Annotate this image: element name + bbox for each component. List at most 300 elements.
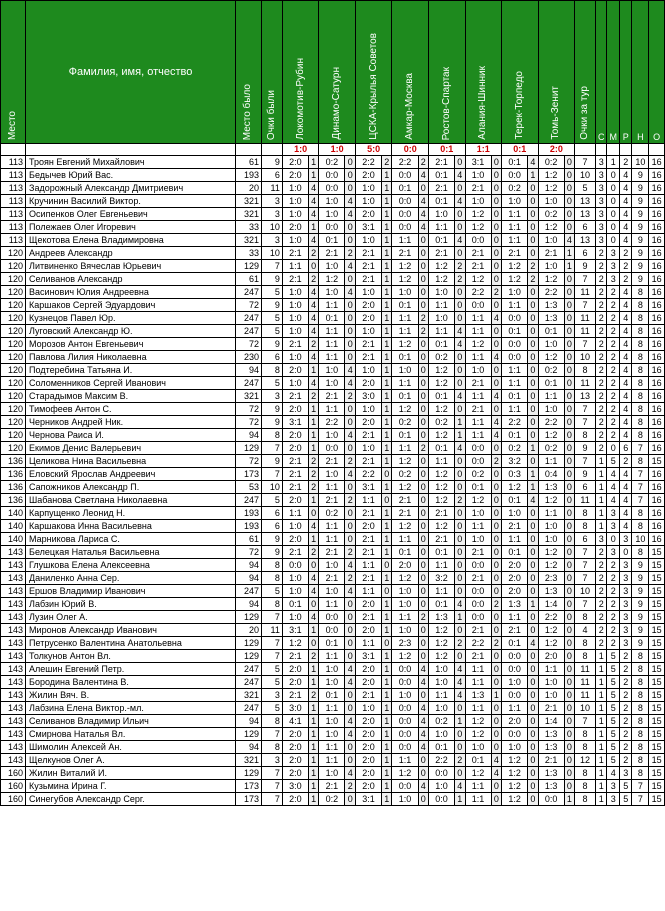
cell-forecast: 2:0 xyxy=(355,598,381,611)
cell-forecast-points: 0 xyxy=(455,728,465,741)
header-s: С xyxy=(595,1,606,144)
cell-forecast: 2:1 xyxy=(355,351,381,364)
cell-forecast-points: 0 xyxy=(455,507,465,520)
cell-forecast-points: 0 xyxy=(418,533,428,546)
cell-stat: 15 xyxy=(649,676,665,689)
cell-stat: 16 xyxy=(649,364,665,377)
cell-forecast-points: 0 xyxy=(564,403,574,416)
cell-forecast-points: 1 xyxy=(308,221,318,234)
cell-forecast-points: 4 xyxy=(345,767,355,780)
cell-forecast: 1:1 xyxy=(428,689,454,702)
cell-forecast-points: 2 xyxy=(455,260,465,273)
cell-forecast-points: 0 xyxy=(491,741,501,754)
cell-stat: 9 xyxy=(632,598,649,611)
cell-stat: 3 xyxy=(619,559,632,572)
cell-forecast: 0:3 xyxy=(502,468,528,481)
cell-forecast: 2:1 xyxy=(392,507,418,520)
cell-stat: 1 xyxy=(595,650,606,663)
cell-place: 120 xyxy=(1,286,26,299)
cell-forecast-points: 1 xyxy=(308,676,318,689)
cell-forecast-points: 1 xyxy=(382,754,392,767)
cell-forecast: 1:3 xyxy=(538,780,564,793)
cell-stat: 7 xyxy=(575,156,596,169)
cell-place-before: 193 xyxy=(235,520,261,533)
cell-forecast: 0:2 xyxy=(319,793,345,806)
cell-stat: 2 xyxy=(619,247,632,260)
cell-forecast: 1:0 xyxy=(355,442,381,455)
cell-stat: 15 xyxy=(649,598,665,611)
cell-forecast: 1:1 xyxy=(502,221,528,234)
cell-forecast: 1:1 xyxy=(319,650,345,663)
cell-forecast-points: 0 xyxy=(418,793,428,806)
cell-place: 120 xyxy=(1,273,26,286)
cell-forecast-points: 0 xyxy=(418,689,428,702)
cell-forecast-points: 0 xyxy=(455,468,465,481)
cell-forecast: 1:1 xyxy=(538,455,564,468)
cell-name: Луговский Александр Ю. xyxy=(26,325,236,338)
cell-stat: 2 xyxy=(607,377,620,390)
cell-forecast: 0:1 xyxy=(465,481,491,494)
cell-stat: 9 xyxy=(632,624,649,637)
cell-forecast-points: 1 xyxy=(491,689,501,702)
cell-forecast-points: 1 xyxy=(455,793,465,806)
cell-name: Щелкунов Олег А. xyxy=(26,754,236,767)
cell-forecast: 2:0 xyxy=(538,650,564,663)
cell-forecast-points: 4 xyxy=(308,377,318,390)
cell-forecast-points: 1 xyxy=(382,689,392,702)
table-row xyxy=(1,195,665,208)
cell-forecast-points: 4 xyxy=(345,377,355,390)
cell-forecast: 1:0 xyxy=(428,208,454,221)
cell-forecast: 2:1 xyxy=(502,247,528,260)
cell-forecast: 1:2 xyxy=(538,624,564,637)
cell-stat: 5 xyxy=(619,793,632,806)
cell-name: Старадымов Максим В. xyxy=(26,390,236,403)
cell-stat: 2 xyxy=(607,611,620,624)
cell-forecast-points: 0 xyxy=(528,429,538,442)
cell-forecast: 0:1 xyxy=(392,429,418,442)
cell-forecast: 0:0 xyxy=(428,793,454,806)
cell-forecast-points: 0 xyxy=(564,390,574,403)
cell-forecast: 1:4 xyxy=(538,715,564,728)
cell-forecast: 1:2 xyxy=(428,650,454,663)
cell-forecast: 0:1 xyxy=(392,299,418,312)
cell-forecast-points: 1 xyxy=(382,481,392,494)
cell-forecast-points: 0 xyxy=(528,689,538,702)
cell-forecast-points: 0 xyxy=(418,273,428,286)
cell-stat: 8 xyxy=(632,416,649,429)
cell-stat: 2 xyxy=(595,442,606,455)
cell-place: 120 xyxy=(1,442,26,455)
cell-forecast-points: 0 xyxy=(528,299,538,312)
cell-forecast-points: 0 xyxy=(491,299,501,312)
cell-stat: 2 xyxy=(619,689,632,702)
cell-forecast-points: 0 xyxy=(564,156,574,169)
cell-forecast: 2:1 xyxy=(465,650,491,663)
cell-points-before: 5 xyxy=(261,663,282,676)
cell-stat: 8 xyxy=(575,728,596,741)
cell-forecast-points: 0 xyxy=(528,624,538,637)
cell-forecast-points: 0 xyxy=(491,325,501,338)
cell-forecast: 1:0 xyxy=(319,663,345,676)
cell-stat: 8 xyxy=(632,546,649,559)
cell-place: 120 xyxy=(1,416,26,429)
cell-forecast: 0:0 xyxy=(392,676,418,689)
cell-name: Тимофеев Антон С. xyxy=(26,403,236,416)
cell-forecast-points: 0 xyxy=(564,728,574,741)
cell-forecast: 2:1 xyxy=(465,403,491,416)
cell-forecast-points: 0 xyxy=(528,572,538,585)
cell-forecast-points: 0 xyxy=(418,234,428,247)
cell-forecast: 1:2 xyxy=(502,780,528,793)
cell-forecast-points: 0 xyxy=(528,793,538,806)
cell-forecast-points: 0 xyxy=(308,507,318,520)
cell-points-before: 9 xyxy=(261,533,282,546)
cell-forecast-points: 4 xyxy=(308,182,318,195)
cell-place-before: 72 xyxy=(235,299,261,312)
cell-place: 140 xyxy=(1,520,26,533)
header-match-6: Алания-Шинник xyxy=(465,1,502,144)
cell-forecast-points: 0 xyxy=(455,208,465,221)
cell-forecast: 2:0 xyxy=(282,793,308,806)
cell-forecast: 1:2 xyxy=(465,728,491,741)
cell-forecast-points: 0 xyxy=(345,169,355,182)
table-row xyxy=(1,520,665,533)
cell-stat: 11 xyxy=(575,312,596,325)
cell-forecast-points: 0 xyxy=(418,455,428,468)
cell-forecast: 1:0 xyxy=(538,689,564,702)
cell-stat: 8 xyxy=(632,754,649,767)
cell-forecast-points: 0 xyxy=(491,715,501,728)
cell-forecast-points: 0 xyxy=(455,364,465,377)
cell-forecast-points: 0 xyxy=(418,650,428,663)
cell-forecast: 2:1 xyxy=(282,247,308,260)
cell-stat: 4 xyxy=(619,429,632,442)
cell-name: Петрусенко Валентина Анатольевна xyxy=(26,637,236,650)
cell-stat: 7 xyxy=(575,403,596,416)
cell-forecast-points: 4 xyxy=(528,637,538,650)
cell-forecast: 0:0 xyxy=(282,559,308,572)
cell-stat: 9 xyxy=(632,559,649,572)
cell-stat: 1 xyxy=(607,156,620,169)
cell-forecast: 1:0 xyxy=(282,585,308,598)
table-row xyxy=(1,260,665,273)
cell-stat: 7 xyxy=(575,715,596,728)
cell-forecast: 1:2 xyxy=(392,273,418,286)
cell-forecast-points: 4 xyxy=(345,559,355,572)
cell-forecast: 2:1 xyxy=(465,247,491,260)
table-row xyxy=(1,689,665,702)
cell-points-before: 9 xyxy=(261,273,282,286)
cell-stat: 1 xyxy=(595,663,606,676)
cell-forecast: 2:1 xyxy=(355,507,381,520)
cell-points-before: 8 xyxy=(261,429,282,442)
header-place: Место xyxy=(1,1,26,144)
cell-forecast-points: 0 xyxy=(564,338,574,351)
cell-forecast-points: 4 xyxy=(418,169,428,182)
cell-points-before: 9 xyxy=(261,416,282,429)
cell-stat: 15 xyxy=(649,455,665,468)
cell-forecast: 1:1 xyxy=(465,416,491,429)
cell-stat: 9 xyxy=(632,572,649,585)
cell-forecast-points: 0 xyxy=(418,377,428,390)
cell-stat: 15 xyxy=(649,702,665,715)
cell-forecast: 3:0 xyxy=(282,702,308,715)
cell-forecast-points: 0 xyxy=(528,663,538,676)
cell-forecast-points: 1 xyxy=(382,767,392,780)
cell-forecast-points: 1 xyxy=(382,546,392,559)
cell-forecast-points: 0 xyxy=(455,533,465,546)
cell-forecast: 1:3 xyxy=(502,598,528,611)
cell-forecast-points: 0 xyxy=(455,481,465,494)
cell-forecast: 2:0 xyxy=(282,728,308,741)
cell-stat: 5 xyxy=(607,663,620,676)
match-result: 0:1 xyxy=(502,144,539,156)
cell-forecast-points: 0 xyxy=(491,481,501,494)
cell-stat: 3 xyxy=(607,273,620,286)
cell-forecast-points: 0 xyxy=(491,585,501,598)
cell-forecast: 3:2 xyxy=(502,455,528,468)
cell-forecast-points: 4 xyxy=(345,663,355,676)
cell-stat: 16 xyxy=(649,468,665,481)
cell-stat: 2 xyxy=(619,260,632,273)
header-round-points: Очки за тур xyxy=(575,1,596,144)
cell-forecast: 1:2 xyxy=(538,637,564,650)
cell-stat: 2 xyxy=(595,598,606,611)
cell-forecast: 3:1 xyxy=(355,793,381,806)
cell-stat: 16 xyxy=(649,299,665,312)
cell-forecast: 2:1 xyxy=(428,247,454,260)
cell-forecast: 2:1 xyxy=(319,780,345,793)
cell-stat: 4 xyxy=(619,416,632,429)
cell-forecast-points: 0 xyxy=(491,650,501,663)
cell-forecast: 1:2 xyxy=(538,494,564,507)
cell-forecast: 0:0 xyxy=(465,559,491,572)
cell-forecast-points: 0 xyxy=(491,533,501,546)
cell-forecast-points: 4 xyxy=(455,442,465,455)
cell-forecast: 1:2 xyxy=(428,468,454,481)
cell-forecast-points: 4 xyxy=(528,156,538,169)
cell-forecast-points: 0 xyxy=(564,754,574,767)
cell-stat: 16 xyxy=(649,247,665,260)
table-body xyxy=(1,156,665,806)
cell-forecast: 1:1 xyxy=(465,429,491,442)
cell-name: Бедычев Юрий Вас. xyxy=(26,169,236,182)
cell-forecast: 0:2 xyxy=(392,468,418,481)
cell-stat: 8 xyxy=(632,715,649,728)
cell-stat: 1 xyxy=(595,767,606,780)
cell-forecast: 1:2 xyxy=(465,338,491,351)
header-match-1: Локомотив-Рубин xyxy=(282,1,319,144)
header-place-before: Место было xyxy=(235,1,261,144)
cell-stat: 2 xyxy=(595,260,606,273)
cell-points-before: 9 xyxy=(261,455,282,468)
header-name: Фамилия, имя, отчество xyxy=(26,1,236,144)
cell-forecast: 0:2 xyxy=(502,442,528,455)
cell-forecast: 0:4 xyxy=(538,468,564,481)
cell-forecast: 0:2 xyxy=(538,442,564,455)
cell-stat: 2 xyxy=(619,663,632,676)
cell-stat: 5 xyxy=(575,182,596,195)
cell-forecast: 0:1 xyxy=(538,377,564,390)
cell-forecast: 3:1 xyxy=(355,650,381,663)
cell-stat: 13 xyxy=(575,234,596,247)
cell-stat: 3 xyxy=(619,598,632,611)
cell-stat: 8 xyxy=(575,507,596,520)
cell-forecast-points: 0 xyxy=(345,416,355,429)
cell-forecast-points: 0 xyxy=(345,754,355,767)
cell-stat: 1 xyxy=(595,741,606,754)
cell-stat: 4 xyxy=(619,221,632,234)
cell-forecast-points: 0 xyxy=(345,338,355,351)
cell-stat: 3 xyxy=(607,520,620,533)
cell-name: Бородина Валентина В. xyxy=(26,676,236,689)
cell-forecast-points: 4 xyxy=(455,234,465,247)
cell-stat: 16 xyxy=(649,429,665,442)
cell-forecast: 1:1 xyxy=(465,351,491,364)
cell-forecast: 0:1 xyxy=(428,598,454,611)
cell-place: 160 xyxy=(1,793,26,806)
cell-stat: 10 xyxy=(632,156,649,169)
cell-forecast-points: 0 xyxy=(345,442,355,455)
cell-forecast: 1:2 xyxy=(502,260,528,273)
cell-points-before: 6 xyxy=(261,351,282,364)
cell-forecast-points: 1 xyxy=(308,416,318,429)
cell-forecast: 1:0 xyxy=(538,338,564,351)
cell-stat: 7 xyxy=(632,481,649,494)
cell-forecast: 1:2 xyxy=(392,338,418,351)
cell-stat: 11 xyxy=(575,676,596,689)
cell-forecast: 1:0 xyxy=(465,533,491,546)
cell-forecast: 1:1 xyxy=(282,260,308,273)
cell-stat: 2 xyxy=(595,273,606,286)
cell-forecast: 2:0 xyxy=(355,741,381,754)
cell-forecast: 1:0 xyxy=(428,728,454,741)
cell-forecast: 1:1 xyxy=(392,377,418,390)
cell-forecast: 2:1 xyxy=(282,468,308,481)
cell-stat: 2 xyxy=(595,546,606,559)
cell-forecast-points: 2 xyxy=(455,494,465,507)
cell-forecast: 1:1 xyxy=(502,208,528,221)
cell-forecast: 1:1 xyxy=(392,754,418,767)
cell-forecast: 2:1 xyxy=(282,650,308,663)
cell-forecast: 2:0 xyxy=(282,754,308,767)
cell-stat: 3 xyxy=(595,221,606,234)
cell-forecast: 0:1 xyxy=(392,351,418,364)
cell-forecast: 0:1 xyxy=(465,754,491,767)
cell-place-before: 230 xyxy=(235,351,261,364)
cell-stat: 7 xyxy=(632,468,649,481)
cell-forecast: 2:3 xyxy=(392,637,418,650)
cell-forecast-points: 4 xyxy=(345,364,355,377)
cell-stat: 0 xyxy=(607,195,620,208)
cell-forecast-points: 0 xyxy=(345,403,355,416)
cell-forecast: 3:2 xyxy=(428,572,454,585)
cell-forecast-points: 4 xyxy=(418,780,428,793)
table-row xyxy=(1,364,665,377)
table-row xyxy=(1,325,665,338)
cell-forecast: 1:0 xyxy=(319,767,345,780)
cell-forecast-points: 0 xyxy=(491,403,501,416)
cell-points-before: 3 xyxy=(261,195,282,208)
cell-place: 120 xyxy=(1,364,26,377)
cell-stat: 9 xyxy=(632,247,649,260)
cell-forecast-points: 0 xyxy=(418,182,428,195)
cell-stat: 0 xyxy=(607,533,620,546)
cell-forecast: 1:0 xyxy=(392,624,418,637)
cell-points-before: 5 xyxy=(261,286,282,299)
cell-stat: 3 xyxy=(619,533,632,546)
cell-forecast: 2:0 xyxy=(355,169,381,182)
cell-forecast-points: 1 xyxy=(382,429,392,442)
cell-forecast: 2:1 xyxy=(538,247,564,260)
cell-stat: 2 xyxy=(607,429,620,442)
cell-forecast-points: 0 xyxy=(491,182,501,195)
cell-stat: 16 xyxy=(649,156,665,169)
cell-place: 143 xyxy=(1,624,26,637)
cell-forecast-points: 0 xyxy=(528,559,538,572)
cell-name: Черников Андрей Ник. xyxy=(26,416,236,429)
cell-forecast: 2:1 xyxy=(355,273,381,286)
cell-forecast-points: 0 xyxy=(564,182,574,195)
cell-forecast: 1:0 xyxy=(465,507,491,520)
cell-forecast-points: 2 xyxy=(491,637,501,650)
table-row xyxy=(1,650,665,663)
cell-forecast: 0:0 xyxy=(502,689,528,702)
cell-forecast: 2:1 xyxy=(355,611,381,624)
cell-stat: 15 xyxy=(649,559,665,572)
cell-forecast: 2:0 xyxy=(282,442,308,455)
cell-forecast-points: 0 xyxy=(564,767,574,780)
header-match-7: Терек-Торпедо xyxy=(502,1,539,144)
cell-forecast-points: 0 xyxy=(491,377,501,390)
cell-forecast-points: 4 xyxy=(345,429,355,442)
cell-stat: 6 xyxy=(575,247,596,260)
cell-forecast: 0:0 xyxy=(538,793,564,806)
cell-stat: 6 xyxy=(575,533,596,546)
cell-forecast: 0:1 xyxy=(392,546,418,559)
cell-name: Марникова Лариса С. xyxy=(26,533,236,546)
cell-forecast: 2:1 xyxy=(465,546,491,559)
table-row xyxy=(1,169,665,182)
cell-forecast: 1:2 xyxy=(538,169,564,182)
cell-forecast: 1:0 xyxy=(538,676,564,689)
cell-forecast-points: 0 xyxy=(418,767,428,780)
cell-forecast-points: 0 xyxy=(564,650,574,663)
cell-stat: 8 xyxy=(632,403,649,416)
table-row xyxy=(1,624,665,637)
match-result: 2:0 xyxy=(538,144,575,156)
cell-forecast-points: 0 xyxy=(491,156,501,169)
cell-forecast: 1:2 xyxy=(428,481,454,494)
cell-forecast-points: 0 xyxy=(491,273,501,286)
cell-forecast-points: 0 xyxy=(491,572,501,585)
cell-forecast-points: 0 xyxy=(491,663,501,676)
cell-forecast-points: 2 xyxy=(418,611,428,624)
cell-forecast-points: 2 xyxy=(345,546,355,559)
cell-forecast: 2:1 xyxy=(282,546,308,559)
cell-forecast: 1:0 xyxy=(282,520,308,533)
cell-place-before: 72 xyxy=(235,416,261,429)
cell-forecast-points: 4 xyxy=(455,195,465,208)
table-row xyxy=(1,637,665,650)
cell-points-before: 7 xyxy=(261,767,282,780)
cell-stat: 3 xyxy=(619,637,632,650)
cell-name: Шабанова Светлана Николаевна xyxy=(26,494,236,507)
cell-place-before: 94 xyxy=(235,598,261,611)
cell-forecast-points: 1 xyxy=(382,663,392,676)
cell-forecast-points: 1 xyxy=(382,221,392,234)
